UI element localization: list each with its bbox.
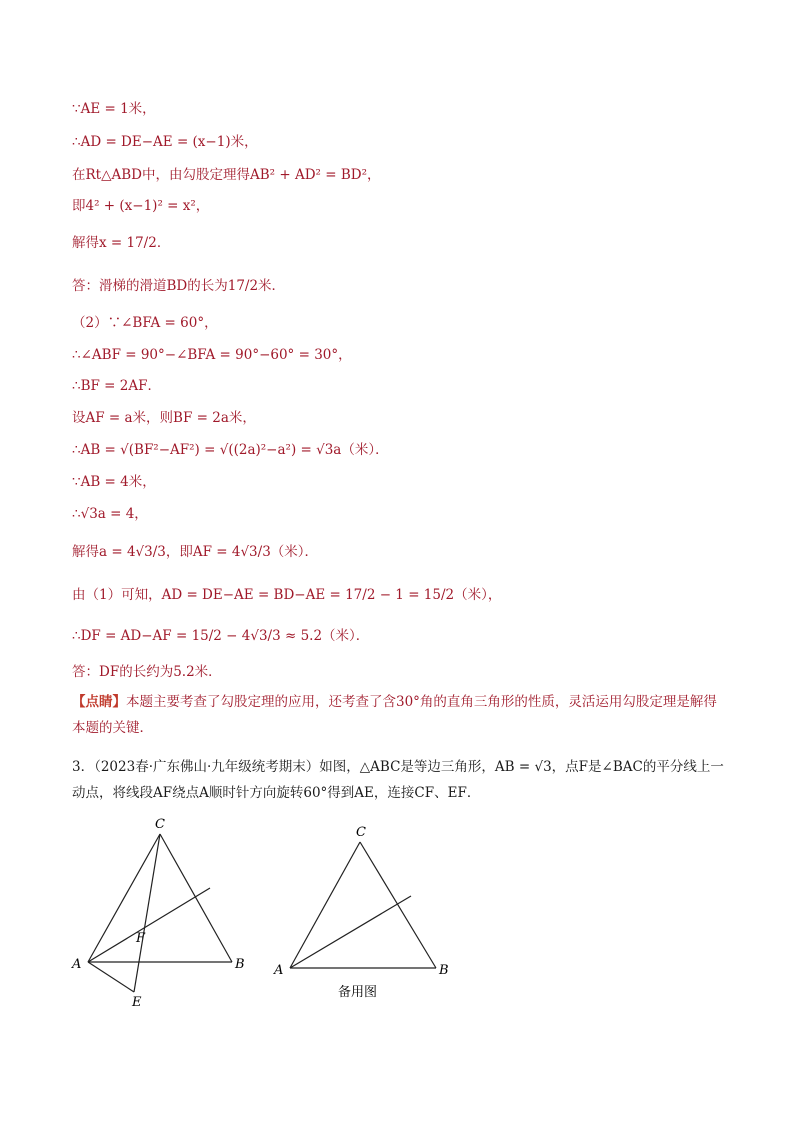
comment-tag: 【点睛】 (72, 694, 126, 710)
comment-paragraph (72, 689, 727, 741)
solution-line-2: ∴AD = DE−AE = (x−1)米， (72, 134, 258, 150)
solution-line-16: ∴DF = AD−AF = 15/2 − 4√3/3 ≈ 5.2（米）． (72, 628, 370, 644)
label-B: B (439, 963, 449, 978)
label-B: B (235, 957, 245, 972)
figure-caption: 备用图 (338, 985, 378, 1000)
solution-line-6: 答：滑梯的滑道BD的长为17/2米． (72, 278, 286, 294)
problem-3-text: 3．（2023春·广东佛山·九年级统考期末）如图，△ABC是等边三角形，AB = √3，点F是∠BAC的平分线上一动点，将线段AF绕点A顺时针方向旋转60°得到AE，连接CF、EF． (72, 759, 724, 801)
bisector-line (290, 896, 411, 968)
label-E: E (132, 995, 142, 1010)
solution-line-9: ∴BF = 2AF． (72, 378, 161, 394)
solution-line-10: 设AF = a米，则BF = 2a米， (72, 410, 256, 426)
segment-BC (360, 842, 436, 968)
solution-line-13: ∴√3a = 4， (72, 506, 148, 522)
label-C: C (356, 825, 366, 840)
solution-line-17: 答：DF的长约为5.2米． (72, 664, 222, 680)
solution-line-14: 解得a = 4√3/3，即AF = 4√3/3（米）． (72, 544, 319, 560)
solution-line-1: ∵AE = 1米， (72, 101, 156, 117)
solution-line-4: 即4² + (x−1)² = x²， (72, 198, 210, 214)
label-A: A (72, 957, 82, 972)
comment-text: 本题主要考查了勾股定理的应用，还考查了含30°角的直角三角形的性质，灵活运用勾股定理是解得本题的关键． (72, 694, 717, 736)
solution-line-7: （2）∵∠BFA = 60°， (72, 315, 218, 331)
segment-BC (160, 834, 232, 962)
label-A: A (274, 963, 284, 978)
solution-line-12: ∵AB = 4米， (72, 474, 156, 490)
label-F: F (136, 931, 146, 946)
solution-line-3: 在Rt△ABD中，由勾股定理得AB² + AD² = BD²， (72, 167, 381, 183)
solution-line-15: 由（1）可知，AD = DE−AE = BD−AE = 17/2 − 1 = 15/2（米）， (72, 587, 502, 603)
solution-line-5: 解得x = 17/2． (72, 235, 171, 251)
figure-2-spare (268, 818, 468, 1003)
label-C: C (155, 817, 165, 832)
segment-AE (88, 962, 134, 992)
segment-AC (290, 842, 360, 968)
solution-line-8: ∴∠ABF = 90°−∠BFA = 90°−60° = 30°， (72, 347, 352, 363)
solution-line-11: ∴AB = √(BF²−AF²) = √((2a)²−a²) = √3a（米）． (72, 442, 389, 458)
figure-1 (60, 810, 260, 1010)
